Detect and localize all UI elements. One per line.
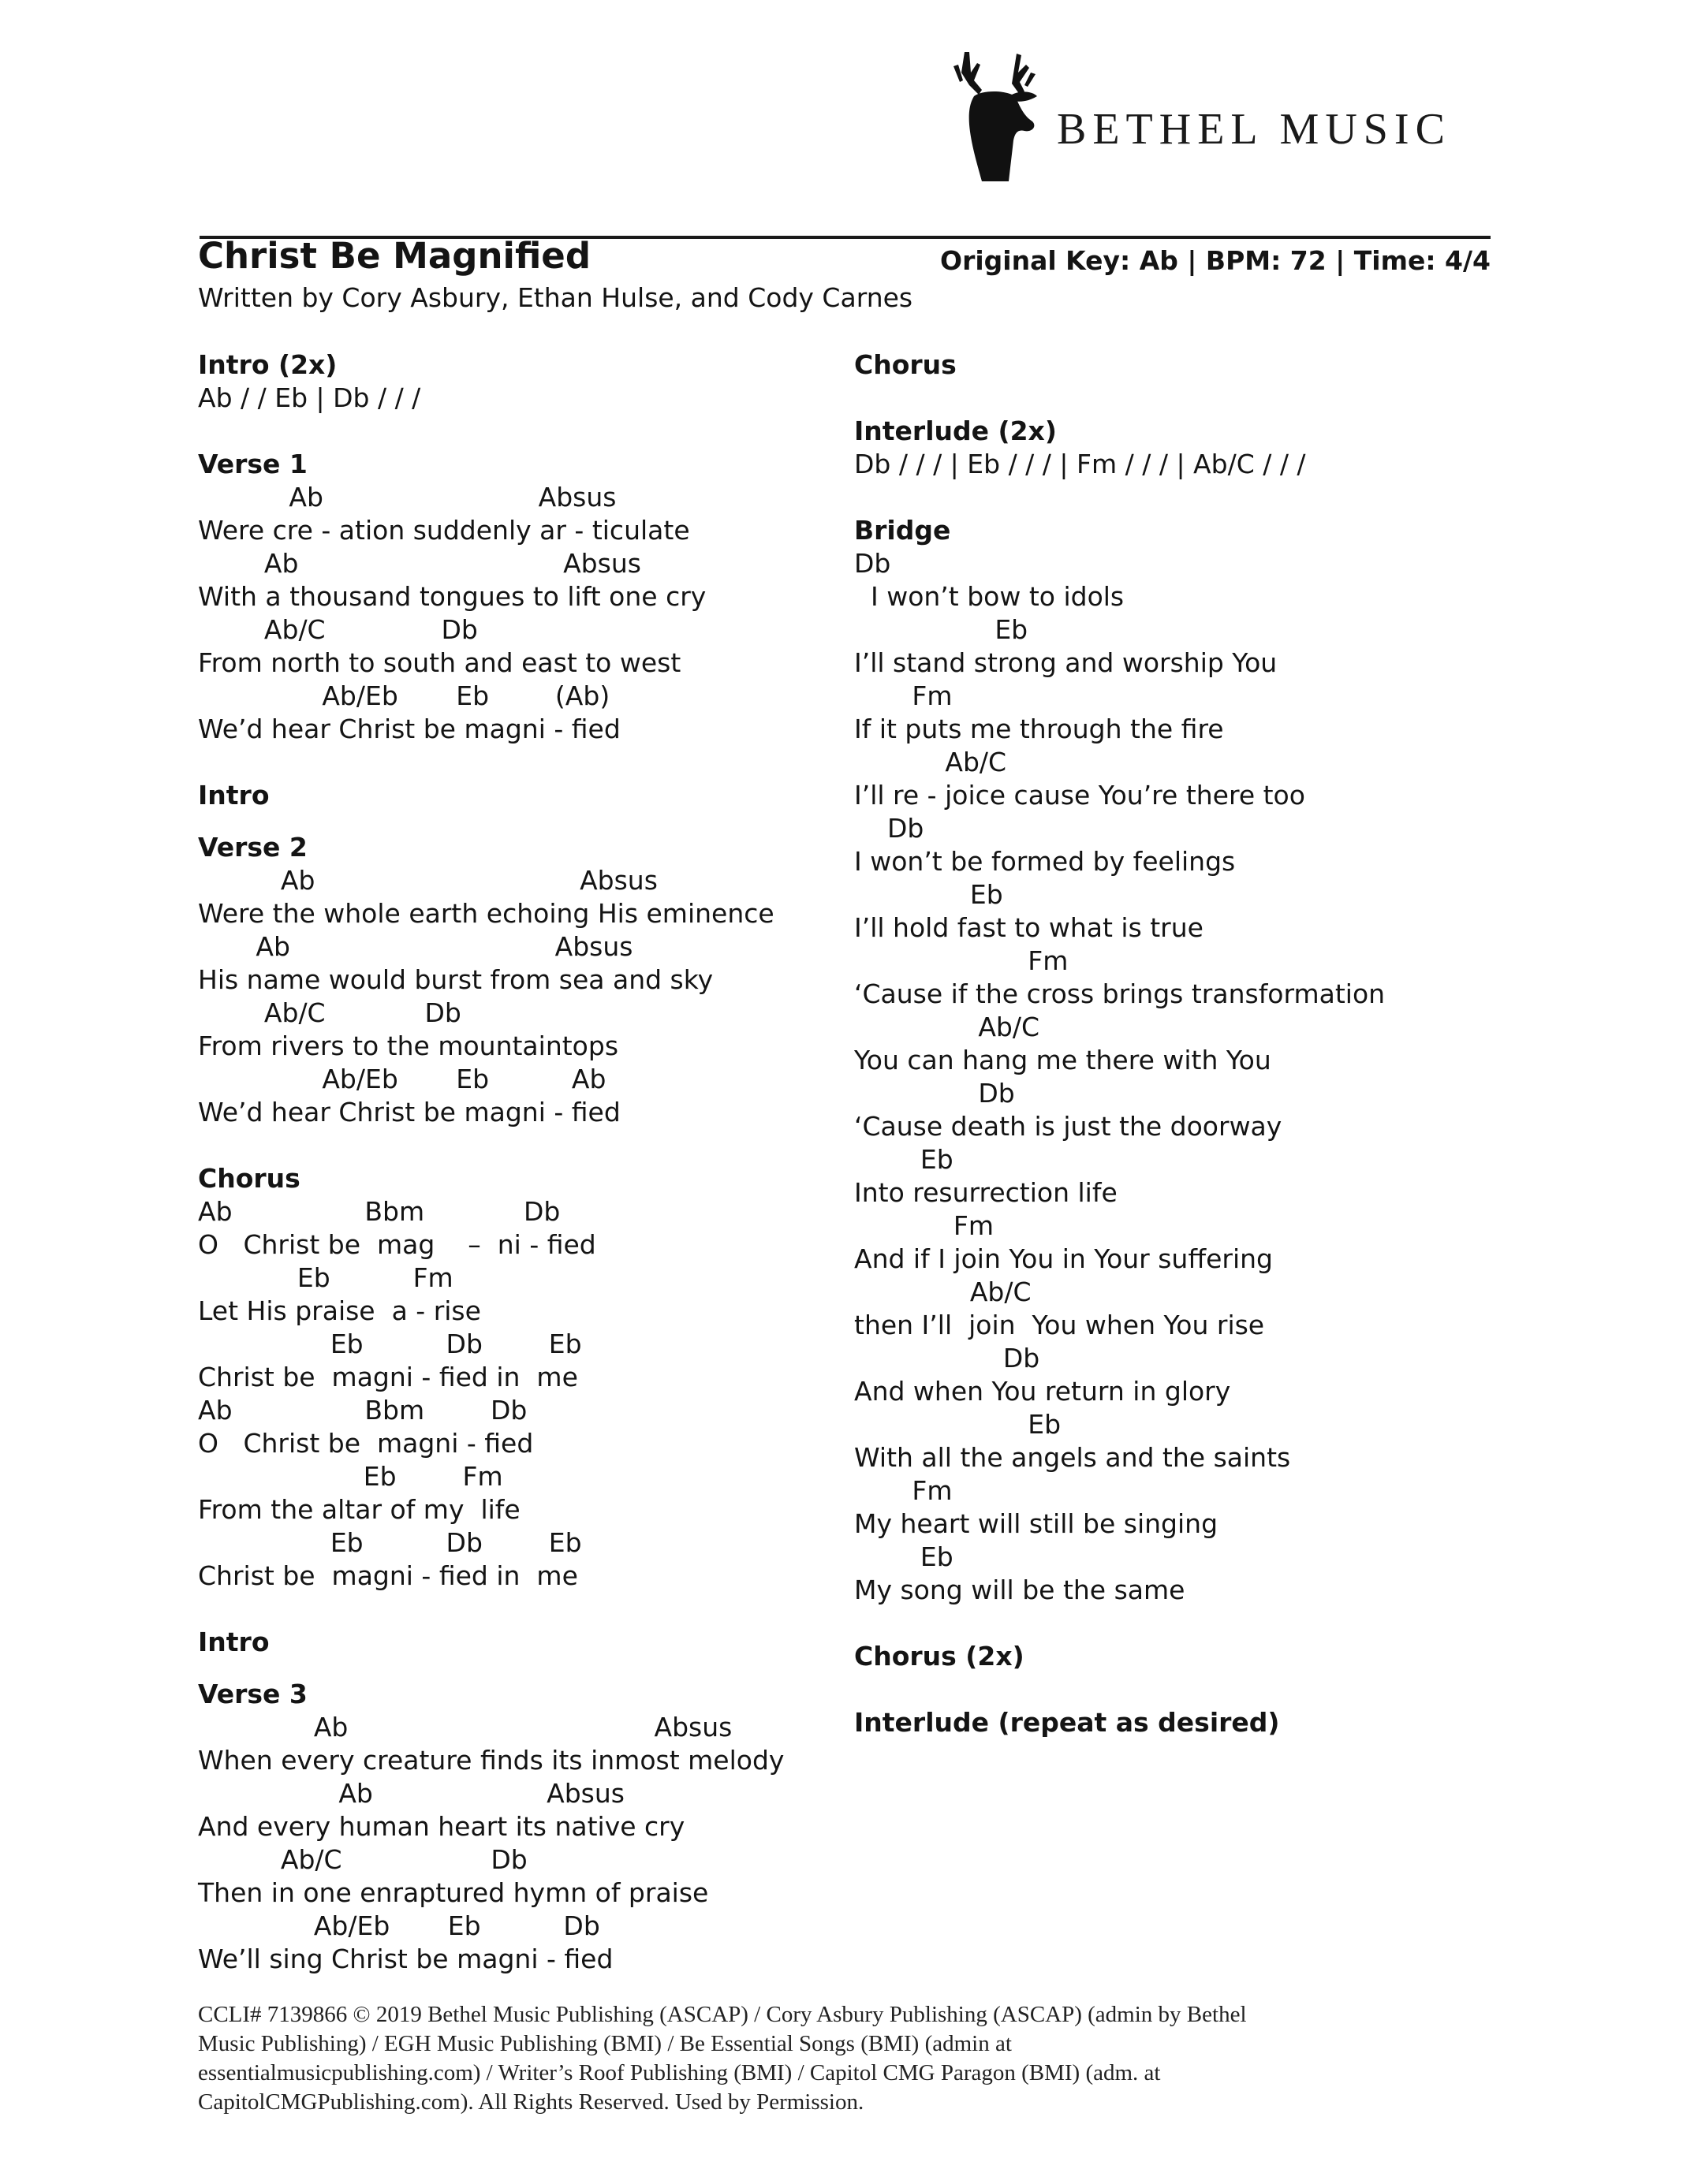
- chord-line: Fm: [854, 945, 1069, 976]
- chord-line: Db / / / | Eb / / / | Fm / / / | Ab/C / / /: [854, 449, 1306, 479]
- chord-line: Ab Absus: [198, 482, 617, 512]
- chord-line: Db: [854, 1343, 1040, 1373]
- lyric-line: From rivers to the mountaintops: [198, 1031, 619, 1061]
- lyric-line: If it puts me through the fire: [854, 714, 1224, 744]
- lyric-line: From north to south and east to west: [198, 647, 681, 678]
- section-heading: Interlude (repeat as desired): [854, 1707, 1280, 1738]
- lyric-line: Then in one enraptured hymn of praise: [198, 1877, 709, 1908]
- chord-line: Ab Bbm Db: [198, 1395, 528, 1426]
- chord-line: Ab/Eb Eb (Ab): [198, 680, 610, 711]
- chord-line: Fm: [854, 1475, 953, 1506]
- chord-line: Db: [854, 1078, 1015, 1109]
- footer-line: essentialmusicpublishing.com) / Writer’s Roof Publishing (BMI) / Capitol CMG Paragon (BMI) (adm. at: [198, 2060, 1161, 2085]
- brand-name: BETHEL MUSIC: [1057, 105, 1451, 154]
- chord-line: Ab Absus: [198, 865, 658, 896]
- lyric-line: ‘Cause death is just the doorway: [854, 1111, 1282, 1142]
- lyric-line: And if I join You in Your suffering: [854, 1243, 1273, 1274]
- footer-line: CapitolCMGPublishing.com). All Rights Reserved. Used by Permission.: [198, 2089, 864, 2115]
- chorus: [198, 1195, 821, 1593]
- chord-line: Fm: [854, 1210, 994, 1241]
- section-heading: Verse 2: [198, 832, 308, 863]
- chord-line: Ab/Eb Eb Ab: [198, 1064, 606, 1094]
- lyric-line: Christ be magni - fied in me: [198, 1362, 578, 1392]
- chord-line: Eb: [854, 1409, 1062, 1440]
- chord-line: Eb Fm: [198, 1461, 503, 1492]
- right-column: [854, 348, 1501, 1739]
- bridge: [854, 547, 1501, 1607]
- chord-line: Ab/C: [854, 1276, 1032, 1307]
- chord-line: Ab Absus: [198, 1778, 625, 1809]
- lyric-line: Let His praise a - rise: [198, 1295, 481, 1326]
- bethel-music-logo: [950, 49, 1487, 183]
- footer-line: CCLI# 7139866 © 2019 Bethel Music Publishing (ASCAP) / Cory Asbury Publishing (ASCAP) (admin by Bethel: [198, 2002, 1247, 2027]
- chord-line: Ab/C: [854, 1012, 1040, 1042]
- verse-3: [198, 1711, 821, 1976]
- chord-line: Ab Absus: [198, 931, 633, 962]
- lyric-line: When every creature finds its inmost melody: [198, 1745, 785, 1776]
- chord-line: Ab Bbm Db: [198, 1196, 561, 1227]
- lyric-line: I’ll stand strong and worship You: [854, 647, 1278, 678]
- section-heading: Verse 3: [198, 1679, 308, 1709]
- section-heading: Intro: [198, 780, 270, 811]
- section-heading: Interlude (2x): [854, 416, 1057, 446]
- lyric-line: With all the angels and the saints: [854, 1442, 1291, 1473]
- section-heading: Bridge: [854, 515, 951, 546]
- section-heading: Chorus (2x): [854, 1641, 1024, 1672]
- section-heading: Chorus: [854, 349, 957, 380]
- lyric-line: You can hang me there with You: [854, 1045, 1271, 1075]
- lyric-line: We’ll sing Christ be magni - fied: [198, 1944, 614, 1974]
- chord-line: Eb: [854, 614, 1028, 645]
- chord-line: Ab / / Eb | Db / / /: [198, 382, 421, 413]
- lyric-line: O Christ be mag – ni - fied: [198, 1229, 596, 1260]
- lyric-line: I’ll hold fast to what is true: [854, 912, 1203, 943]
- lyric-line: Were the whole earth echoing His eminence: [198, 898, 774, 929]
- lyric-line: ‘Cause if the cross brings transformation: [854, 978, 1386, 1009]
- lyric-line: Christ be magni - fied in me: [198, 1560, 578, 1591]
- song-title: Christ Be Magnified: [198, 235, 591, 277]
- lyric-line: Were cre - ation suddenly ar - ticulate: [198, 515, 690, 546]
- footer-line: Music Publishing) / EGH Music Publishing (BMI) / Be Essential Songs (BMI) (admin at: [198, 2031, 1012, 2056]
- copyright-footer: [198, 2000, 1491, 2117]
- chord-line: Ab/C Db: [198, 1844, 528, 1875]
- chord-line: Ab/C Db: [198, 997, 461, 1028]
- lyric-line: I’ll re - joice cause You’re there too: [854, 780, 1305, 811]
- lyric-line: We’d hear Christ be magni - fied: [198, 714, 621, 744]
- chord-line: Db: [854, 813, 924, 844]
- section-heading: Intro (2x): [198, 349, 338, 380]
- chord-line: Eb: [854, 1144, 953, 1175]
- chord-line: Ab Absus: [198, 548, 641, 579]
- lyric-line: then I’ll join You when You rise: [854, 1310, 1265, 1340]
- lyric-line: We’d hear Christ be magni - fied: [198, 1097, 621, 1127]
- song-writers: Written by Cory Asbury, Ethan Hulse, and Cody Carnes: [198, 282, 913, 313]
- section-heading: Verse 1: [198, 449, 308, 479]
- section-heading: Chorus: [198, 1163, 300, 1194]
- lyric-line: With a thousand tongues to lift one cry: [198, 581, 707, 612]
- chord-line: Ab/C Db: [198, 614, 478, 645]
- lyric-line: I won’t be formed by feelings: [854, 846, 1236, 877]
- chord-line: Ab/C: [854, 747, 1007, 777]
- deer-head-icon: [950, 49, 1045, 183]
- chord-line: Eb: [854, 879, 1003, 910]
- chord-line: Fm: [854, 680, 953, 711]
- chord-line: Eb Db Eb: [198, 1329, 582, 1359]
- chord-line: Eb Db Eb: [198, 1527, 582, 1558]
- lyric-line: I won’t bow to idols: [854, 581, 1125, 612]
- lyric-line: Into resurrection life: [854, 1177, 1118, 1208]
- song-meta: Original Key: Ab | BPM: 72 | Time: 4/4: [940, 245, 1491, 276]
- lyric-line: O Christ be magni - fied: [198, 1428, 534, 1459]
- chord-line: Db: [854, 548, 891, 579]
- lyric-line: And every human heart its native cry: [198, 1811, 685, 1842]
- chord-line: Eb Fm: [198, 1262, 453, 1293]
- section-heading: Intro: [198, 1627, 270, 1657]
- lyric-line: My heart will still be singing: [854, 1508, 1218, 1539]
- lyric-line: From the altar of my life: [198, 1494, 521, 1525]
- chord-line: Eb: [854, 1541, 953, 1572]
- left-column: [198, 348, 821, 1976]
- chord-line: Ab/Eb Eb Db: [198, 1910, 600, 1941]
- lyric-line: And when You return in glory: [854, 1376, 1231, 1407]
- lyric-line: My song will be the same: [854, 1575, 1185, 1605]
- lyric-line: His name would burst from sea and sky: [198, 964, 714, 995]
- chord-line: Ab Absus: [198, 1712, 733, 1742]
- verse-2: [198, 864, 821, 1129]
- verse-1: [198, 481, 821, 746]
